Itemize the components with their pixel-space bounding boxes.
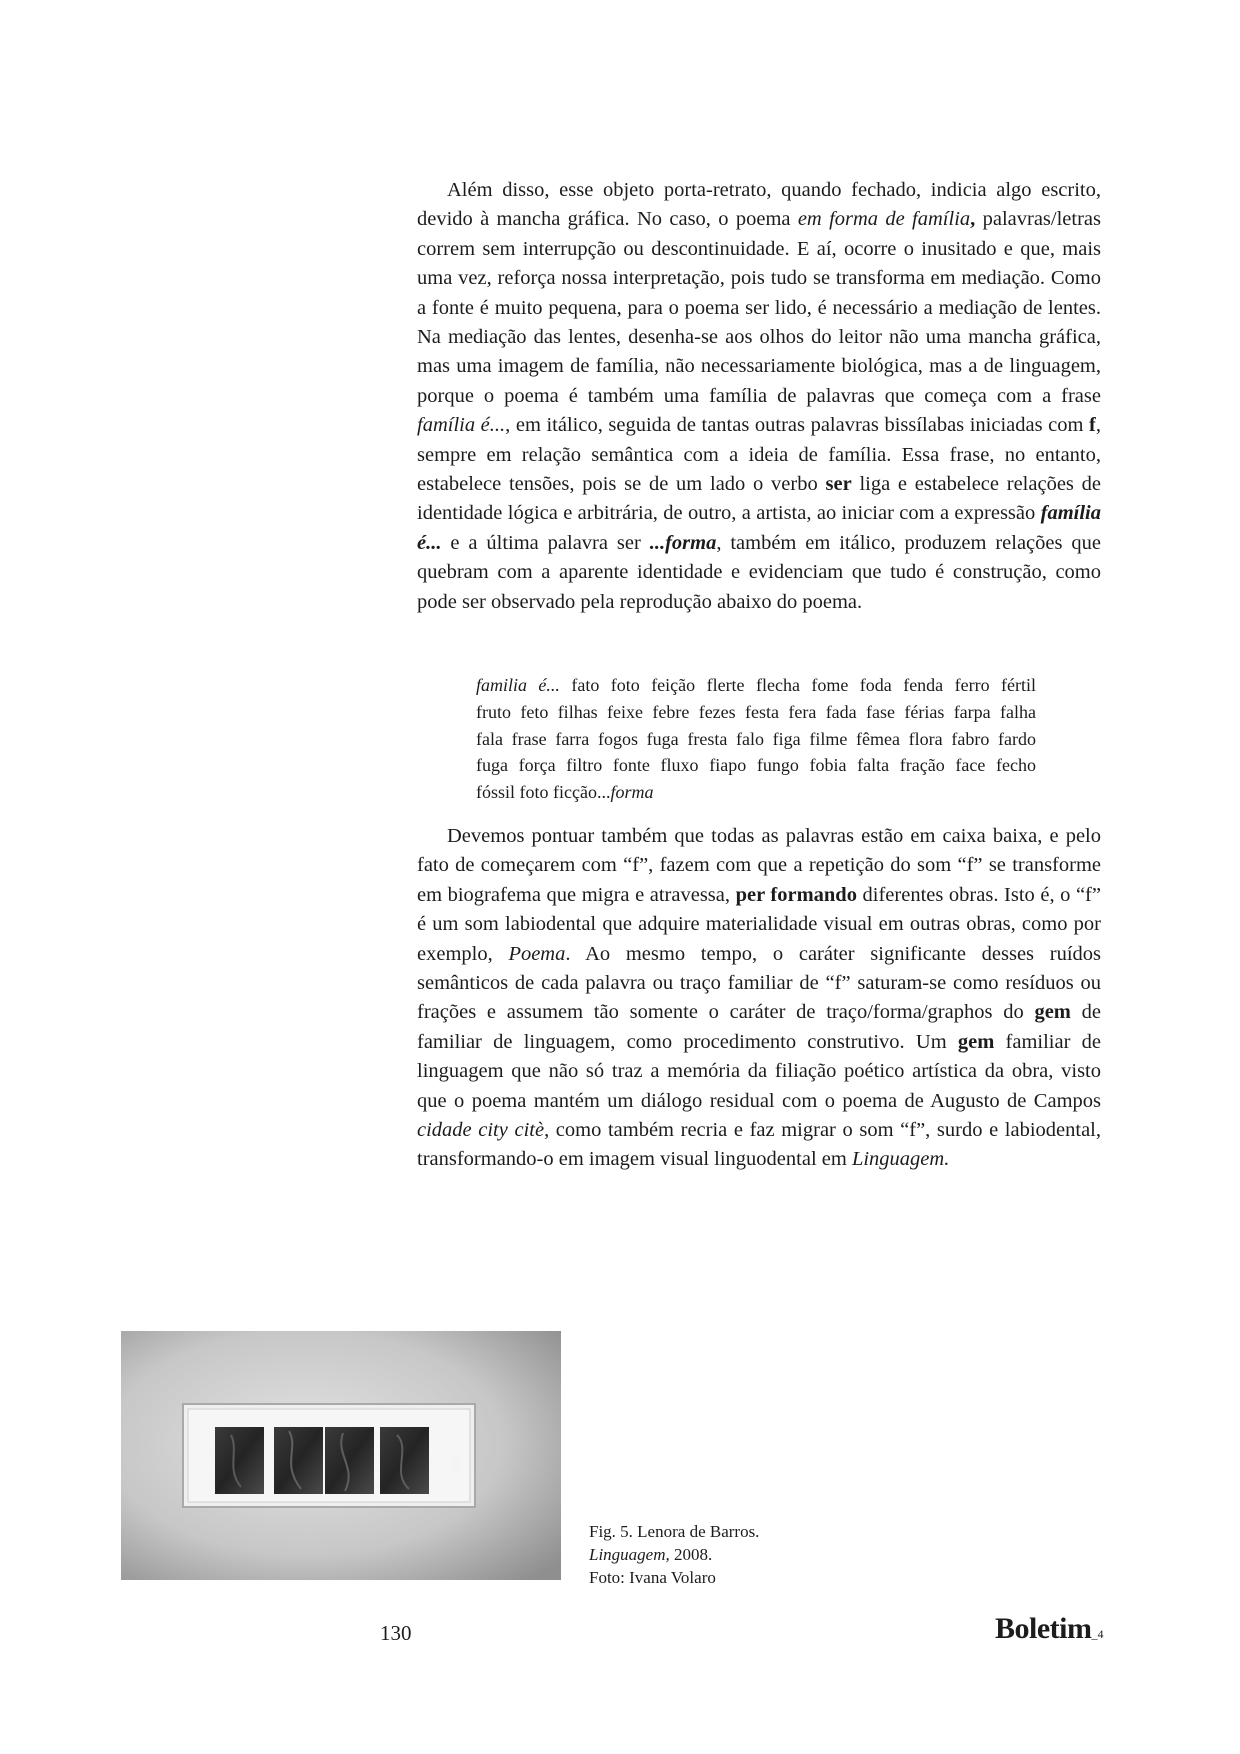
text-run: Além disso, esse objeto porta-retrato, quando fechado, indicia algo escrito, devido à mancha gráfica. No caso, o poema [417,179,1101,231]
caption-line: Foto: Ivana Volaro [589,1568,716,1587]
text-run: palavras/letras correm sem interrupção ou descontinuidade. E aí, ocorre o inusitado e que, mais uma vez, reforça nossa interpretação, pois tudo se transforma em mediação. Como a fonte é muito pequena, para o poema ser lido, é necessário a mediação de lentes. Na mediação das lentes, desenha-se aos olhos do leitor não uma mancha gráfica, mas uma imagem de família, não necessariamente biológica, mas a de linguagem, porque o poema é também uma família de palavras que começa com a frase [417,208,1102,407]
figure-caption [589,1520,759,1589]
text-run: liga e estabelece relações de identidade lógica e arbitrária, de outro, a artista, ao iniciar com a expressão [417,473,1102,525]
text-run: Devemos pontuar também que todas as palavras estão em caixa baixa, e pelo fato de começarem com “f”, fazem com que a repetição do som “f” se transforme em biografema que migra e atravessa, [417,825,1101,906]
text-run: diferentes obras. Isto é, o “f” é um som labiodental que adquire materialidade visual em outras obras, como por exemplo, [417,883,1101,965]
text-run: cidade city citè [417,1119,545,1142]
poem-line: familia é... fato foto feição flerte flecha fome foda fenda ferro fértil [476,675,1036,695]
poem-line: fala frase farra fogos fuga fresta falo figa filme fêmea flora fabro fardo [476,728,1036,749]
caption-line: Linguagem, 2008. [589,1545,713,1564]
text-run: , [970,208,976,231]
text-run: Linguagem. [851,1148,950,1171]
text-run: , como também recria e faz migrar o som “f”, surdo e labiodental, transformando-o em imagem visual linguodental em [417,1119,1102,1171]
journal-logo: Boletim_4 [995,1612,1104,1645]
text-run: f [1089,414,1096,437]
text-run: em forma de família [797,208,971,231]
body-paragraph-2 [417,822,1101,1175]
text-run: gem [1034,1001,1071,1024]
poem-line: fuga força filtro fonte fluxo fiapo fungo fobia falta fração face fecho [476,755,1036,776]
text-run: e a última palavra ser [441,531,650,554]
body-paragraph-1 [417,176,1101,617]
page-number: 130 [380,1621,412,1645]
text-run: família é... [417,414,506,437]
text-run: ser [825,473,852,496]
text-run: , sempre em relação semântica com a ideia de família. Essa frase, no entanto, estabelece tensões, pois se de um lado o verbo [417,414,1101,496]
text-run: , em itálico, seguida de tantas outras palavras bissílabas iniciadas com [505,414,1090,437]
photo-panel [325,1427,374,1494]
caption-line: Fig. 5. Lenora de Barros. [589,1522,760,1541]
text-run: per formando [735,883,857,906]
text-run: de familiar de linguagem, como procedimento construtivo. Um [417,1001,1101,1053]
text-run: familiar de linguagem que não só traz a memória da filiação poético artística da obra, visto que o poema mantém um diálogo residual com o poema de Augusto de Campos [417,1030,1102,1112]
poem-block [476,672,1036,806]
text-run: . Ao mesmo tempo, o caráter significante desses ruídos semânticos de cada palavra ou traço familiar de “f” saturam-se como resíduos ou frações e assumem tão somente o caráter de traço/forma/graphos do [417,942,1102,1024]
text-run: família é... [417,502,1101,554]
text-run: Poema [508,942,566,965]
poem-line: fóssil foto ficção...forma [476,782,654,803]
poem-line: fruto feto filhas feixe febre fezes festa fera fada fase férias farpa falha [476,701,1036,722]
text-run: ...forma [649,531,717,554]
artwork-photo [121,1331,561,1580]
text-run: gem [957,1030,995,1053]
text-run: , também em itálico, produzem relações que quebram com a aparente identidade e evidenciam que tudo é construção, como pode ser observado pela reprodução abaixo do poema. [417,531,1101,613]
